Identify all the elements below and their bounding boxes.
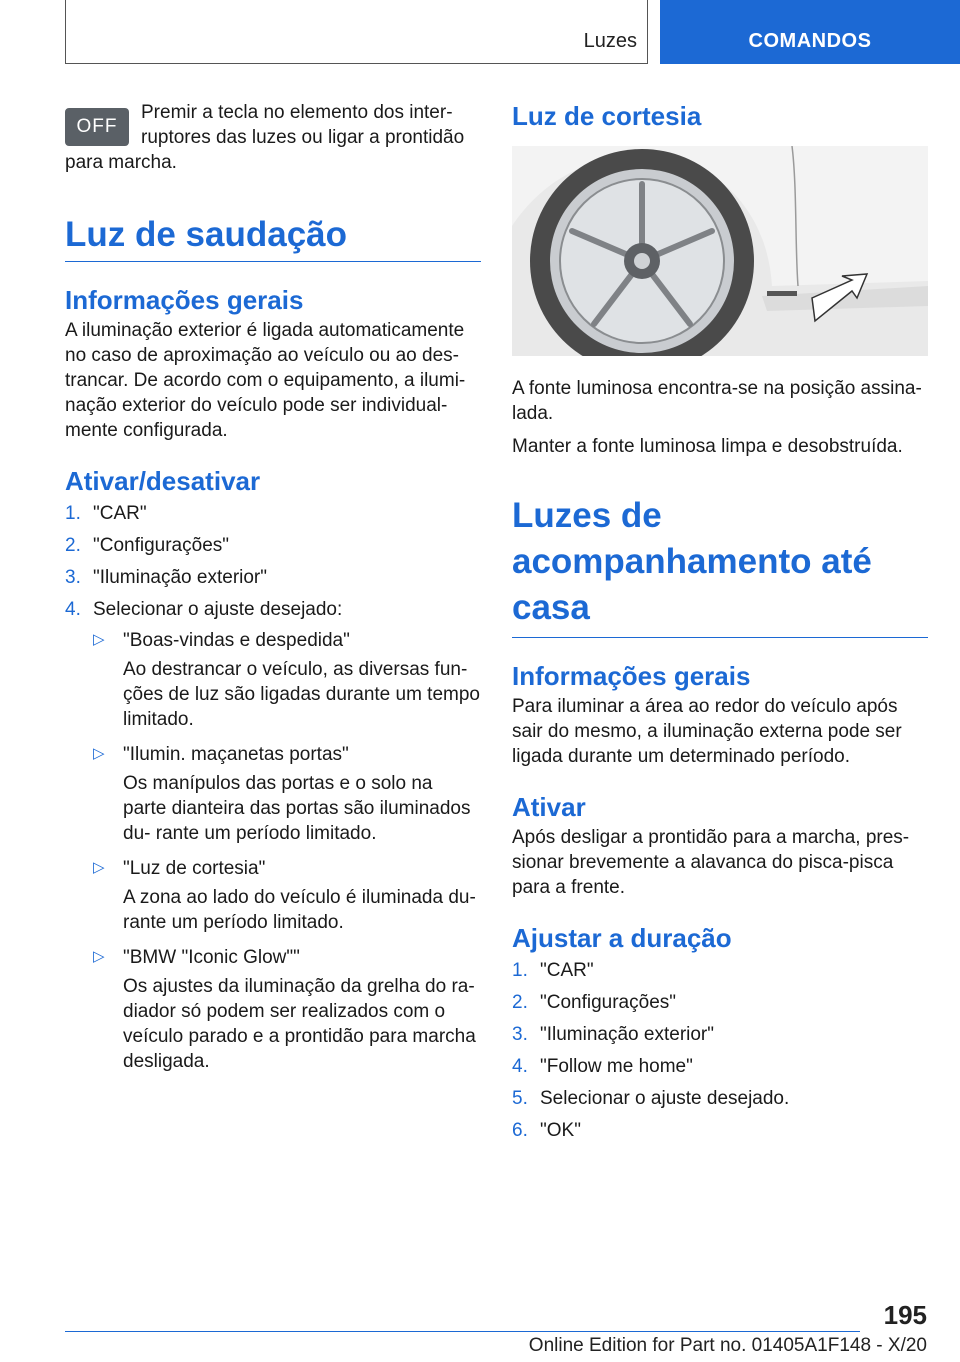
step-number: 2. [512, 992, 528, 1013]
right-column [512, 100, 928, 1150]
step-text: "Iluminação exterior" [540, 1024, 715, 1045]
car-wheel-photo [512, 146, 928, 356]
step-text: "CAR" [93, 503, 147, 524]
section-title: Luzes [583, 30, 637, 52]
step-item [65, 501, 481, 526]
step-item [512, 958, 928, 983]
step-item [512, 990, 928, 1015]
step-item [65, 565, 481, 590]
option-description: Os manípulos das portas e o solo na parte dianteira das portas são iluminados du- rante um período limitado. [123, 773, 471, 844]
option-item [93, 945, 481, 1074]
option-item [93, 856, 481, 935]
step-number: 1. [512, 960, 528, 981]
triangle-bullet-icon: ▷ [93, 948, 105, 965]
general-info-text-right: Para iluminar a área ao redor do veículo após sair do mesmo, a iluminação externa pode ser ligada durante um determinado período. [512, 696, 902, 767]
option-item [93, 742, 481, 846]
heading-activate-deactivate: Ativar/desativar [65, 466, 261, 496]
option-description: Ao destrancar o veículo, as diversas fun- ções de luz são ligadas durante um tempo limitado. [123, 659, 480, 730]
triangle-bullet-icon: ▷ [93, 631, 105, 648]
option-description: Os ajustes da iluminação da grelha do ra- diador só podem ser realizados com o veículo parado e a prontidão para marcha desligada. [123, 976, 476, 1072]
edition-text: Online Edition for Part no. 01405A1F148 - X/20 [528, 1335, 927, 1356]
option-label: "Luz de cortesia" [123, 858, 266, 879]
option-label: "Ilumin. maçanetas portas" [123, 744, 349, 765]
heading-courtesy-light: Luz de cortesia [512, 101, 702, 131]
step-text: Selecionar o ajuste desejado. [540, 1088, 790, 1109]
footer-divider [65, 1331, 860, 1332]
step-item [65, 597, 481, 1074]
left-column [65, 100, 481, 1084]
step-text: "Iluminação exterior" [93, 567, 268, 588]
step-text: "Follow me home" [540, 1056, 693, 1077]
duration-steps [512, 958, 928, 1143]
heading-activate: Ativar [512, 792, 586, 822]
option-label: "Boas-vindas e despedida" [123, 630, 350, 651]
intro-block [65, 100, 481, 175]
heading-general-info: Informações gerais [65, 285, 304, 315]
option-label: "BMW "Iconic Glow"" [123, 947, 300, 968]
triangle-bullet-icon: ▷ [93, 745, 105, 762]
heading-follow-me-home: Luzes de acompanhamento até casa [512, 496, 872, 627]
courtesy-text-clean: Manter a fonte luminosa limpa e desobstruída. [512, 436, 903, 457]
step-text: "OK" [540, 1120, 581, 1141]
step-number: 6. [512, 1120, 528, 1141]
step-text: "Configurações" [540, 992, 677, 1013]
step-number: 4. [512, 1056, 528, 1077]
car-wheel-illustration [512, 146, 928, 356]
header-frame [65, 0, 648, 64]
general-info-text: A iluminação exterior é ligada automaticamente no caso de aproximação ao veículo ou ao des- trancar. De acordo com o equipamento, a ilumi- nação exterior do veículo pode ser individual- mente configurada. [65, 320, 466, 441]
intro-text: Premir a tecla no elemento dos inter- ruptores das luzes ou ligar a prontidão para marcha. [65, 102, 465, 173]
off-button-icon: OFF [65, 108, 129, 146]
step-number: 5. [512, 1088, 528, 1109]
courtesy-text-location: A fonte luminosa encontra-se na posição assina- lada. [512, 378, 922, 424]
page-number: 195 [883, 1300, 927, 1330]
option-list [93, 628, 481, 1074]
heading-adjust-duration: Ajustar a duração [512, 923, 732, 953]
chapter-tab [660, 0, 960, 64]
chapter-tab-label: COMANDOS [748, 30, 872, 52]
step-number: 4. [65, 599, 81, 620]
step-text: Selecionar o ajuste desejado: [93, 599, 343, 620]
step-item [65, 533, 481, 558]
step-number: 3. [65, 567, 81, 588]
step-number: 1. [65, 503, 81, 524]
activate-steps [65, 501, 481, 1074]
step-text: "CAR" [540, 960, 594, 981]
step-number: 2. [65, 535, 81, 556]
step-item [512, 1054, 928, 1079]
option-description: A zona ao lado do veículo é iluminada du- rante um período limitado. [123, 887, 476, 933]
option-item [93, 628, 481, 732]
heading-welcome-light: Luz de saudação [65, 215, 348, 254]
step-text: "Configurações" [93, 535, 230, 556]
step-number: 3. [512, 1024, 528, 1045]
triangle-bullet-icon: ▷ [93, 859, 105, 876]
heading-general-info-right: Informações gerais [512, 661, 751, 691]
section-heading-welcome [65, 215, 481, 262]
section-heading-follow-me-home [512, 493, 928, 638]
activate-text: Após desligar a prontidão para a marcha, pres- sionar brevemente a alavanca do pisca-pisca para a frente. [512, 827, 910, 898]
step-item [512, 1022, 928, 1047]
step-item [512, 1118, 928, 1143]
step-item [512, 1086, 928, 1111]
